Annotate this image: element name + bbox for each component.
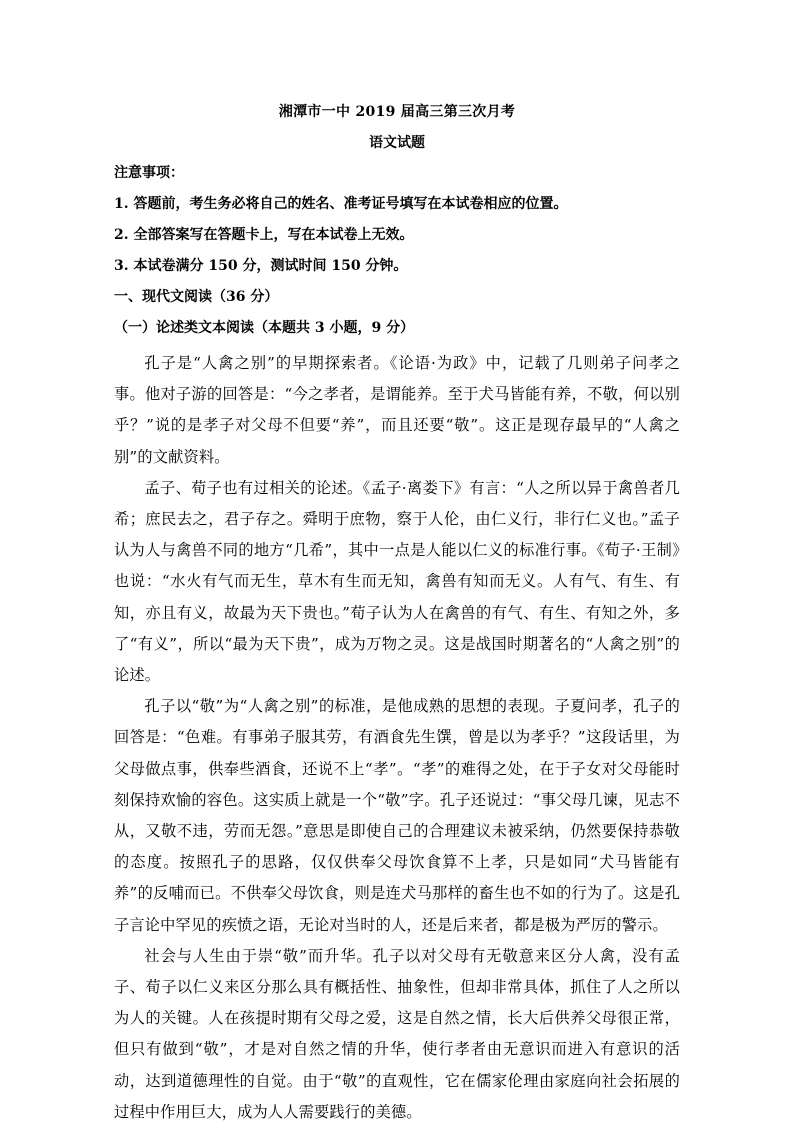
section-title: 一、现代文阅读（36 分） xyxy=(114,289,279,305)
notice-block xyxy=(114,163,694,349)
exam-title: 湘潭市一中 2019 届高三第三次月考 xyxy=(278,104,516,120)
passage-paragraph-4: 社会与人生由于崇“敬”而升华。孔子以对父母有无敬意来区分人禽，没有孟子、荀子以仁义来区分那么具有概括性、抽象性，但却非常具体，抓住了人之所以为人的关键。人在孩提时期有父母之爱，这是自然之情，长大后供养父母很正常，但只有做到“敬”，才是对自然之情的升华，使行孝者由无意识而进入有意识的活动，达到道德理性的自觉。由于“敬”的直观性，它在儒家伦理由家庭向社会拓展的过程中作用巨大，成为人人需要践行的美德。 xyxy=(114,946,680,1121)
notice-item-2: 2. 全部答案写在答题卡上，写在本试卷上无效。 xyxy=(114,227,414,243)
notice-heading: 注意事项： xyxy=(114,165,184,181)
notice-item-3: 3. 本试卷满分 150 分，测试时间 150 分钟。 xyxy=(114,258,408,274)
exam-subtitle: 语文试题 xyxy=(369,135,425,151)
passage-paragraph-3: 孔子以“敬”为“人禽之别”的标准，是他成熟的思想的表现。子夏问孝，孔子的回答是：“色难。有事弟子服其劳，有酒食先生馔，曾是以为孝乎？”这段话里，为父母做点事，供奉些酒食，还说不上“孝”。“孝”的难得之处，在于子女对父母能时刻保持欢愉的容色。这实质上就是一个“敬”字。孔子还说过：“事父母几谏，见志不从，又敬不违，劳而无怨。”意思是即使自己的合理建议未被采纳，仍然要保持恭敬的态度。按照孔子的思路，仅仅供奉父母饮食算不上孝，只是如同“犬马皆能有养”的反哺而已。不供奉父母饮食，则是连犬马那样的畜生也不如的行为了。这是孔子言论中罕见的疾愤之语，无论对当时的人，还是后来者，都是极为严厉的警示。 xyxy=(114,697,680,934)
passage-body xyxy=(114,348,680,1128)
passage-paragraph-1: 孔子是“人禽之别”的早期探索者。《论语·为政》中，记载了几则弟子问孝之事。他对子游的回答是：“今之孝者，是谓能养。至于犬马皆能有养，不敬，何以别乎？”说的是孝子对父母不但要“养”，而且还要“敬”。这正是现存最早的“人禽之别”的文献资料。 xyxy=(114,354,680,466)
passage-paragraph-2: 孟子、荀子也有过相关的论述。《孟子·离娄下》有言：“人之所以异于禽兽者几希；庶民去之，君子存之。舜明于庶物，察于人伦，由仁义行，非行仁义也。”孟子认为人与禽兽不同的地方“几希”，其中一点是人能以仁义的标准行事。《荀子·王制》也说：“水火有气而无生，草木有生而无知，禽兽有知而无义。人有气、有生、有知，亦且有义，故最为天下贵也。”荀子认为人在禽兽的有气、有生、有知之外，多了“有义”，所以“最为天下贵”，成为万物之灵。这是战国时期著名的“人禽之别”的论述。 xyxy=(114,478,680,685)
section-subtitle: （一）论述类文本阅读（本题共 3 小题，9 分） xyxy=(114,320,415,336)
notice-item-1: 1. 答题前，考生务必将自己的姓名、准考证号填写在本试卷相应的位置。 xyxy=(114,196,568,212)
